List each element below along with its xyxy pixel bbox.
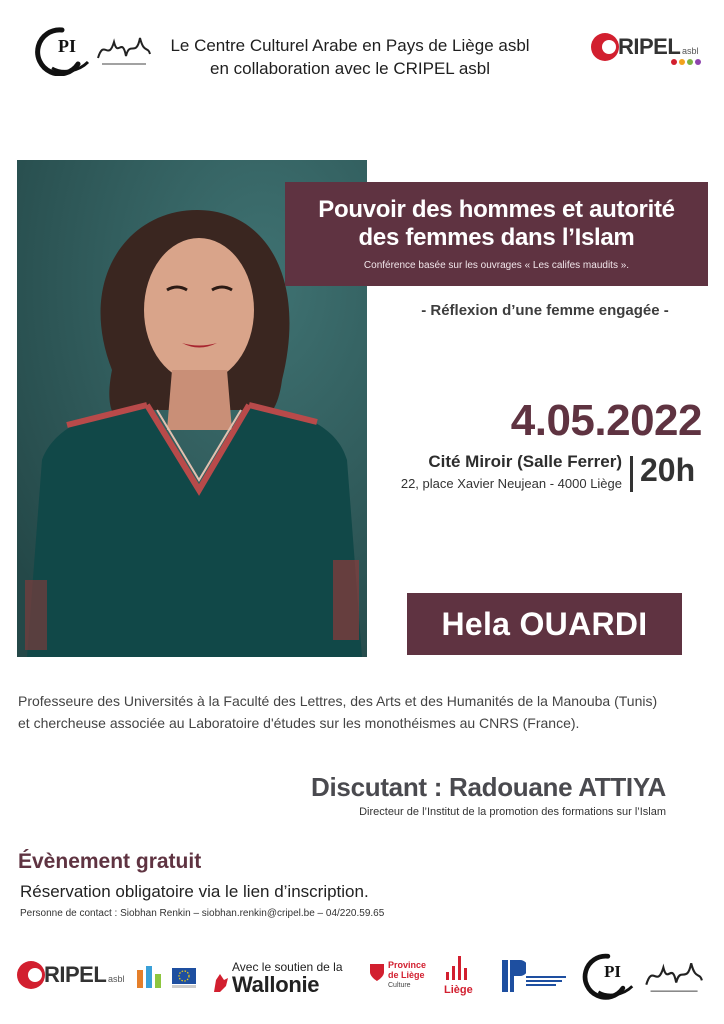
wallonie-rooster-icon [210,972,230,996]
ccal-logo-icon [28,24,92,76]
title-line-1: Pouvoir des hommes et autorité [318,196,675,223]
speaker-name: Hela OUARDI [441,606,648,642]
ipfi-logo [500,956,570,1000]
header-organizers [150,34,550,80]
time-separator [630,456,633,492]
cripel-asbl: asbl [682,46,699,56]
venue-name: Cité Miroir (Salle Ferrer) [428,452,622,471]
bio-line-2: et chercheuse associée au Laboratoire d'études sur les monothéismes au CNRS (France). [18,715,580,731]
discutant-role: Directeur de l’Institut de la promotion des formations sur l’Islam [359,806,666,818]
event-time: 20h [640,452,696,488]
cripel-c-icon [590,30,620,64]
province-name-line-2: de Liège [388,970,425,980]
province-liege-logo [368,960,430,996]
province-shield-icon [368,962,386,982]
footer-arabic-calligraphy-icon [642,950,704,998]
footer-ccal-logo-icon [576,950,636,1000]
header-line-2: en collaboration avec le CRIPEL asbl [209,59,491,78]
title-subtitle: Conférence basée sur les ouvrages « Les califes maudits ». [363,260,630,271]
cripel-wordmark: RIPEL [618,34,681,59]
province-name-line-1: Province [388,960,427,970]
event-date: 4.05.2022 [510,396,702,445]
province-sub: Culture [388,982,411,989]
ipfi-caption-decor [526,976,566,986]
venue-address: 22, place Xavier Neujean - 4000 Liège [400,476,622,491]
cripel-logo [590,30,710,70]
bio-line-1: Professeure des Universités à la Faculté des Lettres, des Arts et des Humanités de la Manouba (Tunis) [18,693,658,709]
reservation-notice: Réservation obligatoire via le lien d’inscription. [20,882,369,901]
eu-flag-icon [172,968,196,988]
mlb-logo-icon [135,964,167,992]
footer-cripel-c-icon [16,958,46,992]
footer-cripel-asbl: asbl [108,974,125,984]
sponsor-footer [0,940,724,1010]
liege-wordmark: Liège [444,984,473,996]
arabic-calligraphy-logo-icon [94,28,152,68]
ipfi-mark-icon [500,956,526,996]
liege-city-logo [442,954,482,1000]
conference-title-box [285,182,708,286]
wallonie-name: Wallonie [232,972,320,997]
header-line-1: Le Centre Culturel Arabe en Pays de Liège asbl [170,36,530,55]
contact-info: Personne de contact : Siobhan Renkin – siobhan.renkin@cripel.be – 04/220.59.65 [20,908,385,919]
footer-cripel-wordmark: RIPEL [44,962,107,987]
header [0,0,724,110]
free-event-label: Évènement gratuit [18,850,202,873]
wallonie-logo [210,960,360,1000]
footer-cripel-logo [16,958,131,994]
svg-text:PI: PI [604,961,621,981]
speaker-bio [18,690,708,734]
wallonie-support-label: Avec le soutien de la [232,960,343,974]
speaker-name-box [407,593,682,655]
discutant-name: Discutant : Radouane ATTIYA [311,772,666,802]
cripel-dots-icon [670,58,710,66]
liege-skyline-icon [442,954,478,982]
reflexion-tagline: - Réflexion d’une femme engagée - [421,302,669,319]
title-line-2: des femmes dans l’Islam [358,224,635,251]
venue-block [360,452,622,491]
svg-text:PI: PI [58,36,76,56]
